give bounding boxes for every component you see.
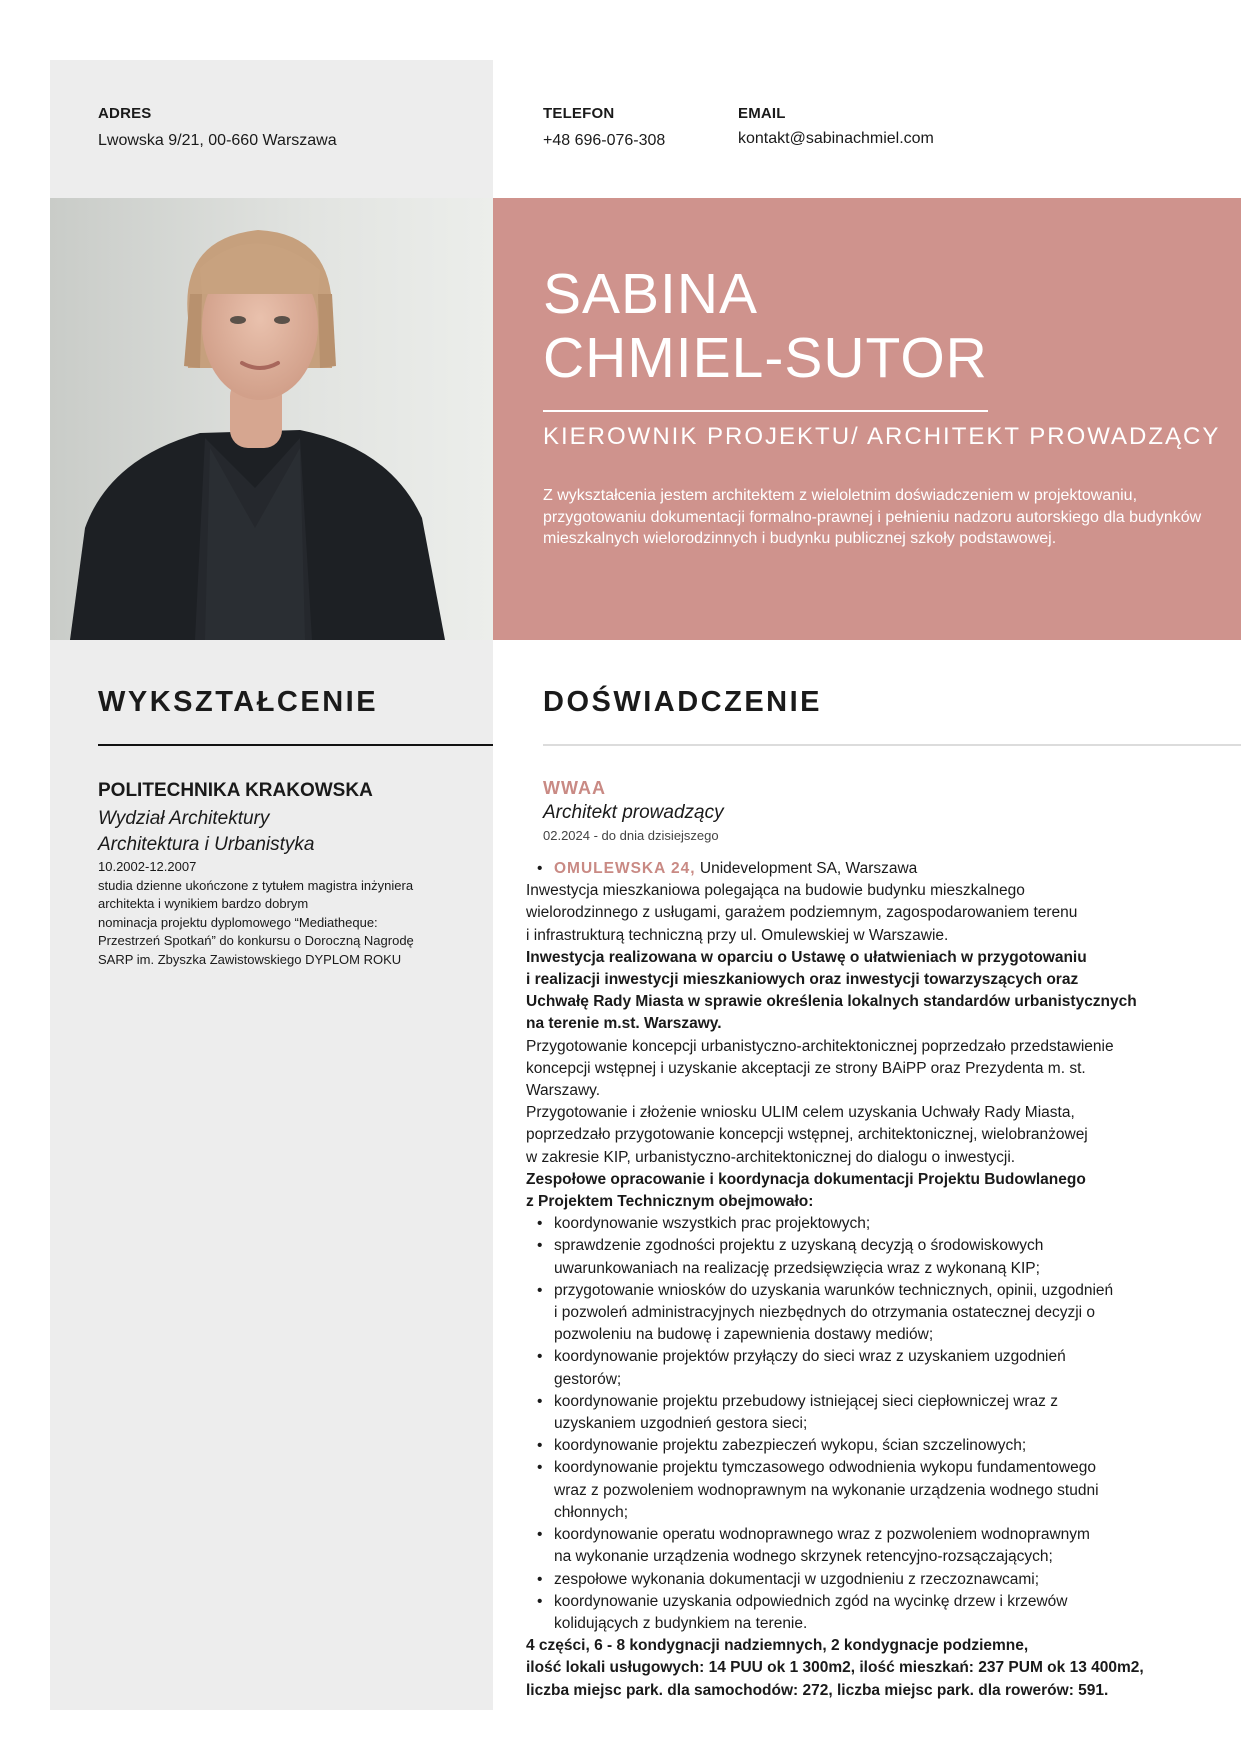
education-line: studia dzienne ukończone z tytułem magistra inżyniera xyxy=(98,877,414,893)
description-line: w zakresie KIP, urbanistyczno-architektonicznej do dialogu o inwestycji. xyxy=(526,1148,1016,1166)
description-line: wielorodzinnego z usługami, garażem podziemnym, zagospodarowaniem terenu xyxy=(526,904,1078,922)
company-name: WWAA xyxy=(543,778,606,798)
task-item: • koordynowanie projektów przyłączy do sieci wraz z uzyskaniem uzgodnień gestorów; xyxy=(526,1346,1226,1390)
description-line: Inwestycja mieszkaniowa polegająca na budowie budynku mieszkalnego xyxy=(526,882,1025,900)
education-heading: WYKSZTAŁCENIE xyxy=(98,686,379,718)
task-item: • zespołowe wykonania dokumentacji w uzgodnieniu z rzeczoznawcami; xyxy=(526,1569,1226,1591)
first-name: SABINA xyxy=(543,262,759,326)
job-title: Architekt prowadzący xyxy=(543,802,724,823)
summary-line: ilość lokali usługowych: 14 PUU ok 1 300m2, ilość mieszkań: 237 PUM ok 13 400m2, xyxy=(526,1659,1144,1677)
job-period: 02.2024 - do dnia dzisiejszego xyxy=(543,828,719,843)
legal-basis-line: Uchwałę Rady Miasta w sprawie określenia lokalnych standardów urbanistycznych xyxy=(526,993,1137,1011)
education-line: SARP im. Zbyszka Zawistowskiego DYPLOM ROKU xyxy=(98,951,402,967)
summary-line: liczba miejsc park. dla samochodów: 272, liczba miejsc park. dla rowerów: 591. xyxy=(526,1681,1109,1699)
description-line: i infrastrukturą techniczną przy ul. Omulewskiej w Warszawie. xyxy=(526,926,949,944)
task-list xyxy=(526,1213,1226,1635)
experience-divider xyxy=(543,744,1241,746)
description-line: Przygotowanie koncepcji urbanistyczno-architektonicznej poprzedzało przedstawienie xyxy=(526,1037,1114,1055)
email-value[interactable]: kontakt@sabinachmiel.com xyxy=(738,130,934,147)
header-divider xyxy=(543,410,988,412)
project-name: OMULEWSKA 24, xyxy=(554,860,696,877)
person-name xyxy=(543,262,988,390)
university-name: POLITECHNIKA KRAKOWSKA xyxy=(98,780,373,801)
project-description xyxy=(526,880,1226,1213)
project-client: Unidevelopment SA, Warszawa xyxy=(699,860,918,877)
legal-basis-line: i realizacji inwestycji mieszkaniowych oraz inwestycji towarzyszących oraz xyxy=(526,971,1079,989)
education-line: architekta i wynikiem bardzo dobrym xyxy=(98,896,309,911)
phone-value[interactable]: +48 696-076-308 xyxy=(543,132,666,149)
scope-heading-line: Zespołowe opracowanie i koordynacja dokumentacji Projektu Budowlanego xyxy=(526,1170,1086,1188)
faculty-name: Wydział Architektury xyxy=(98,808,270,829)
education-line: Przestrzeń Spotkań” do konkursu o Doroczną Nagrodę xyxy=(98,933,414,948)
experience-section xyxy=(526,776,1226,1702)
description-line: poprzedzało przygotowanie koncepcji wstępnej, architektonicznej, wielobranżowej xyxy=(526,1126,1088,1144)
task-item: • przygotowanie wniosków do uzyskania warunków technicznych, opinii, uzgodnień i pozwoleń administracyjnych niezbędnych do otrzymania ostatecznej decyzji o pozwoleniu na budowę i zapewnienia dostawy mediów; xyxy=(526,1280,1226,1347)
last-name: CHMIEL-SUTOR xyxy=(543,326,988,390)
task-item: • koordynowanie wszystkich prac projektowych; xyxy=(526,1213,1226,1235)
description-line: koncepcji wstępnej i uzyskanie akceptacji ze strony BAiPP oraz Prezydenta m. st. xyxy=(526,1059,1086,1077)
legal-basis-line: Inwestycja realizowana w oparciu o Ustawę o ułatwieniach w przygotowaniu xyxy=(526,948,1087,966)
task-item: • koordynowanie projektu tymczasowego odwodnienia wykopu fundamentowego wraz z pozwoleniem wodnoprawnym na wykonanie urządzenia wodnego studni chłonnych; xyxy=(526,1457,1226,1524)
address-label: ADRES xyxy=(98,105,152,122)
project-summary xyxy=(526,1635,1226,1702)
education-section xyxy=(98,780,483,969)
task-item: • koordynowanie uzyskania odpowiednich zgód na wycinkę drzew i krzewów kolidujących z budynkiem na terenie. xyxy=(526,1591,1226,1635)
email-label: EMAIL xyxy=(738,105,786,122)
education-dates: 10.2002-12.2007 xyxy=(98,859,197,874)
intro-text: Z wykształcenia jestem architektem z wieloletnim doświadczeniem w projektowaniu, przygotowaniu dokumentacji formalno-prawnej i pełnieniu nadzoru autorskiego dla budynków mieszkalnych wielorodzinnych i budynku publicznej szkoły podstawowej. xyxy=(543,487,1202,547)
experience-heading: DOŚWIADCZENIE xyxy=(543,686,822,718)
task-item: • sprawdzenie zgodności projektu z uzyskaną decyzją o środowiskowych uwarunkowaniach na realizację przedsięwzięcia wraz z wykonaną KIP; xyxy=(526,1235,1226,1279)
summary-line: 4 części, 6 - 8 kondygnacji nadziemnych, 2 kondygnacje podziemne, xyxy=(526,1637,1029,1655)
description-line: Warszawy. xyxy=(526,1082,601,1100)
scope-heading-line: z Projektem Technicznym obejmowało: xyxy=(526,1193,814,1211)
legal-basis-line: na terenie m.st. Warszawy. xyxy=(526,1015,722,1033)
education-line: nominacja projektu dyplomowego “Mediatheque: xyxy=(98,914,378,930)
project-item xyxy=(526,858,1226,880)
address-value: Lwowska 9/21, 00-660 Warszawa xyxy=(98,132,337,149)
task-item: • koordynowanie projektu przebudowy istniejącej sieci ciepłowniczej wraz z uzyskaniem uzgodnień gestora sieci; xyxy=(526,1391,1226,1435)
field-of-study: Architektura i Urbanistyka xyxy=(98,834,315,855)
description-line: Przygotowanie i złożenie wniosku ULIM celem uzyskania Uchwały Rady Miasta, xyxy=(526,1104,1075,1122)
task-item: • koordynowanie operatu wodnoprawnego wraz z pozwoleniem wodnoprawnym na wykonanie urządzenia wodnego skrzynek retencyjno-rozsączających; xyxy=(526,1524,1226,1568)
job-role: KIEROWNIK PROJEKTU/ ARCHITEKT PROWADZĄCY xyxy=(543,423,1221,450)
profile-photo xyxy=(50,198,493,640)
education-divider xyxy=(98,744,493,746)
phone-label: TELEFON xyxy=(543,105,615,122)
task-item: • koordynowanie projektu zabezpieczeń wykopu, ścian szczelinowych; xyxy=(526,1435,1226,1457)
